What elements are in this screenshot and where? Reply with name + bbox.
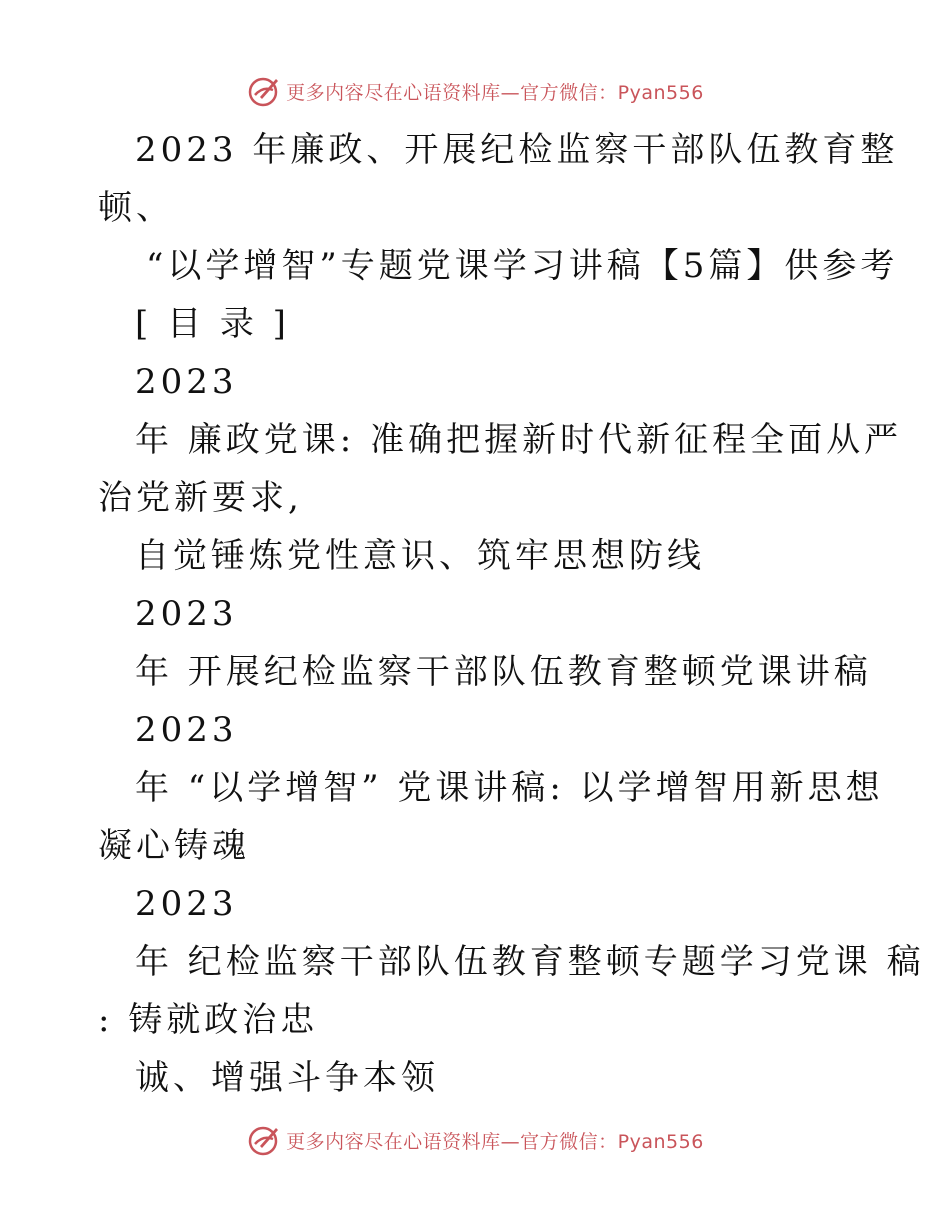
footer-watermark-banner	[0, 1120, 950, 1160]
toc-item-4-line-2: : 铸就政治忠	[98, 1000, 319, 1040]
toc-year-4: 2023	[135, 884, 238, 924]
toc-item-2-line-1: 年 开展纪检监察干部队伍教育整顿党课讲稿	[135, 652, 872, 692]
header-watermark-banner	[0, 71, 950, 111]
toc-item-3-line-2: 凝心铸魂	[98, 826, 250, 866]
book-pen-logo-icon	[246, 1122, 282, 1158]
toc-year-2: 2023	[135, 594, 238, 634]
toc-year-3: 2023	[135, 710, 238, 750]
toc-item-4-line-3: 诚、增强斗争本领	[135, 1058, 439, 1098]
toc-year-1: 2023	[135, 362, 238, 402]
title-line-2: 顿、	[98, 188, 174, 228]
title-line-1: 2023 年廉政、开展纪检监察干部队伍教育整	[135, 130, 899, 170]
toc-item-4-line-1: 年 纪检监察干部队伍教育整顿专题学习党课 稿	[135, 942, 925, 982]
header-banner-text: 更多内容尽在心语资料库—官方微信：Pyan556	[286, 81, 704, 104]
footer-banner-text: 更多内容尽在心语资料库—官方微信：Pyan556	[286, 1130, 704, 1153]
book-pen-logo-icon	[246, 73, 282, 109]
toc-item-3-line-1: 年 “以学增智” 党课讲稿: 以学增智用新思想	[135, 768, 884, 808]
toc-heading: [ 目 录 ]	[135, 304, 290, 344]
toc-item-1-line-2: 治党新要求,	[98, 478, 303, 518]
toc-item-1-line-1: 年 廉政党课: 准确把握新时代新征程全面从严	[135, 420, 903, 460]
title-line-3: “以学增智”专题党课学习讲稿【5篇】供参考	[146, 246, 899, 286]
toc-item-1-line-3: 自觉锤炼党性意识、筑牢思想防线	[135, 536, 705, 576]
